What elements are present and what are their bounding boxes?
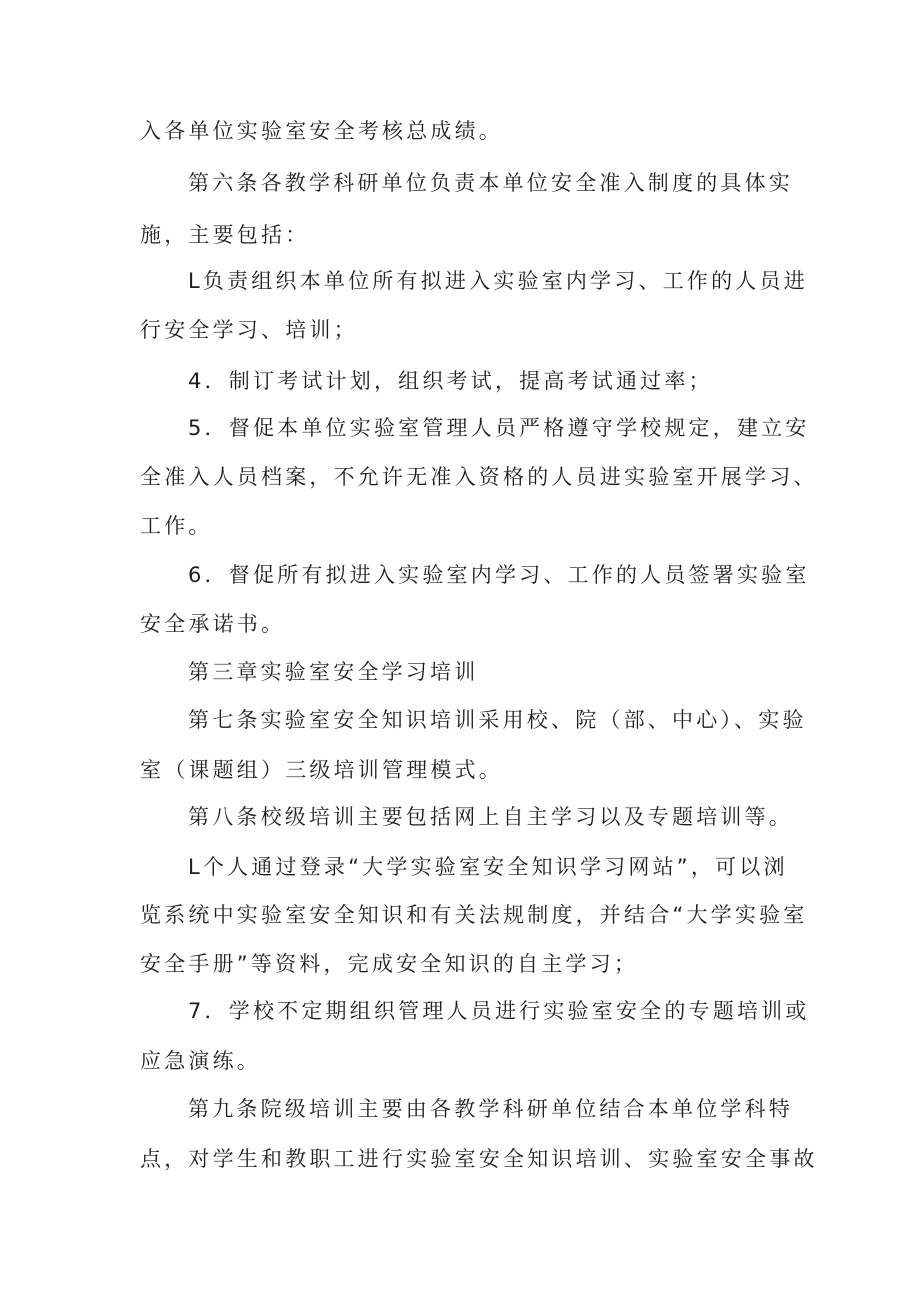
list-item-line: L个人通过登录“大学实验室安全知识学习网站”，可以浏	[188, 855, 788, 879]
list-item-line: 4．制订考试计划，组织考试，提高考试通过率；	[188, 369, 713, 393]
text-line: 行安全学习、培训；	[140, 318, 358, 342]
paragraph-line: 第八条校级培训主要包括网上自主学习以及专题培训等。	[188, 805, 793, 829]
text-line: 工作。	[140, 514, 213, 538]
text-line: 览系统中实验室安全知识和有关法规制度，并结合“大学实验室	[140, 903, 808, 927]
text-line: 应急演练。	[140, 1049, 261, 1073]
list-item-line: 7．学校不定期组织管理人员进行实验室安全的专题培训或	[188, 999, 810, 1023]
text-line: 施，主要包括：	[140, 223, 310, 247]
paragraph-line: 第九条院级培训主要由各教学科研单位结合本单位学科特	[188, 1097, 793, 1121]
paragraph-line: 第六条各教学科研单位负责本单位安全准入制度的具体实	[188, 171, 793, 195]
chapter-heading: 第三章实验室安全学习培训	[188, 660, 479, 684]
list-item-line: 5．督促本单位实验室管理人员严格遵守学校规定，建立安	[188, 416, 810, 440]
text-line: 点，对学生和教职工进行实验室安全知识培训、实验室安全事故	[140, 1147, 818, 1171]
text-line: 安全承诺书。	[140, 612, 286, 636]
text-line: 安全手册”等资料，完成安全知识的自主学习；	[140, 952, 639, 976]
text-line: 全准入人员档案，不允许无准入资格的人员进实验室开展学习、	[140, 465, 818, 489]
text-line: 室（课题组）三级培训管理模式。	[140, 758, 503, 782]
paragraph-line: 第七条实验室安全知识培训采用校、院（部、中心）、实验	[188, 708, 807, 732]
list-item-line: 6．督促所有拟进入实验室内学习、工作的人员签署实验室	[188, 563, 810, 587]
text-line: 入各单位实验室安全考核总成绩。	[140, 119, 503, 143]
list-item-line: L负责组织本单位所有拟进入实验室内学习、工作的人员进	[188, 269, 808, 293]
